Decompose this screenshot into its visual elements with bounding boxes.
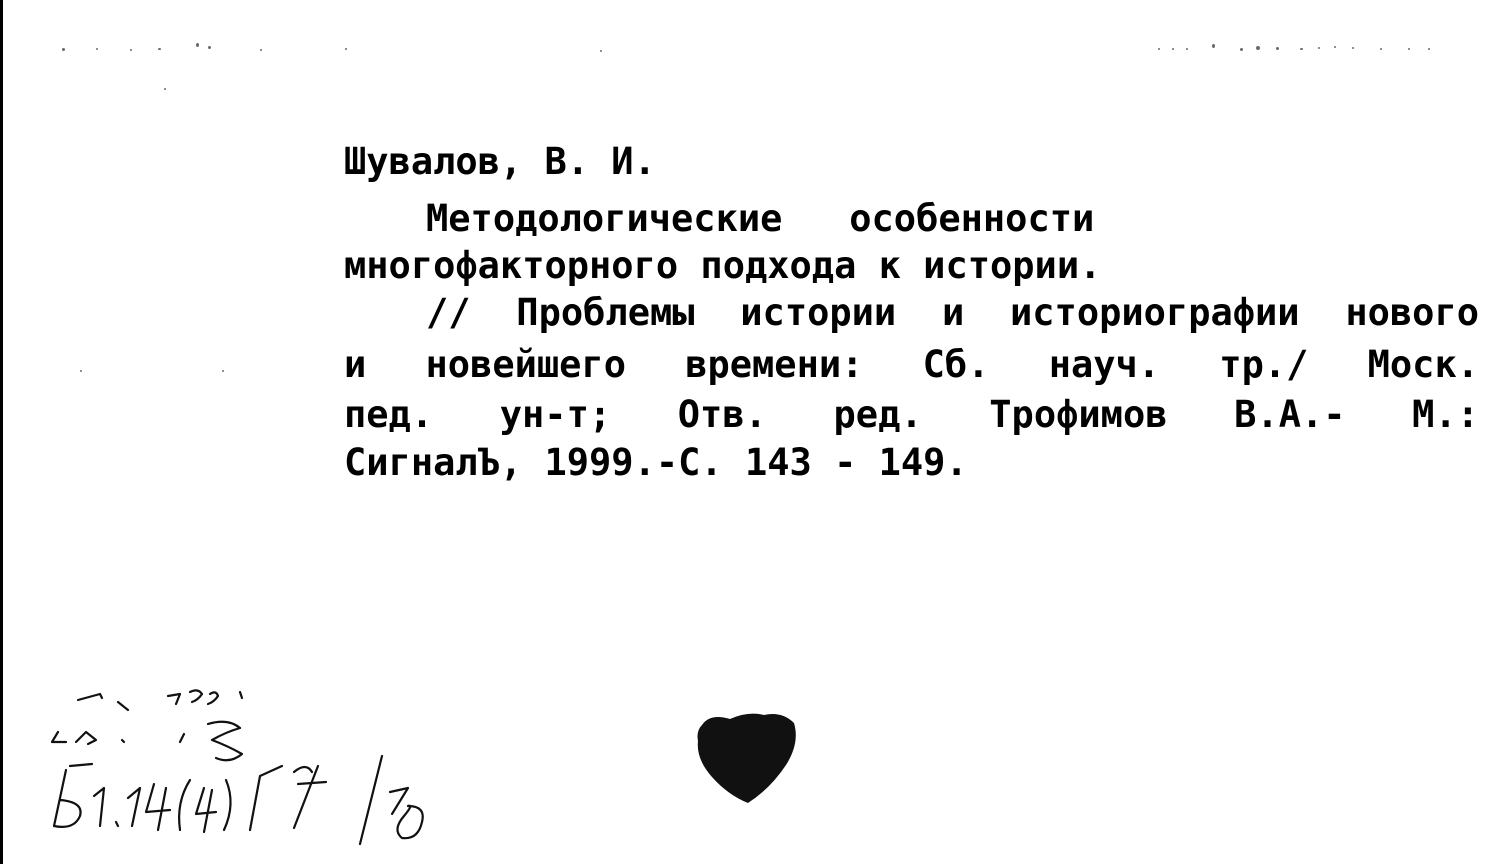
card-left-border <box>0 0 3 864</box>
title-line: многофакторного подхода к истории. <box>344 244 1102 287</box>
source-line: пед. ун-т; Отв. ред. Трофимов В.А.- М.: <box>344 393 1479 436</box>
source-line: // Проблемы истории и историографии нового <box>426 291 1479 334</box>
author-heading: Шувалов, В. И. <box>344 140 656 183</box>
source-line: СигналЪ, 1999.-С. 143 - 149. <box>344 441 968 484</box>
source-line: и новейшего времени: Сб. науч. тр./ Моск. <box>344 343 1479 386</box>
library-stamp-mark <box>690 705 802 807</box>
title-line: Методологические особенности <box>426 197 1095 240</box>
handwritten-shelf-mark <box>30 680 450 855</box>
